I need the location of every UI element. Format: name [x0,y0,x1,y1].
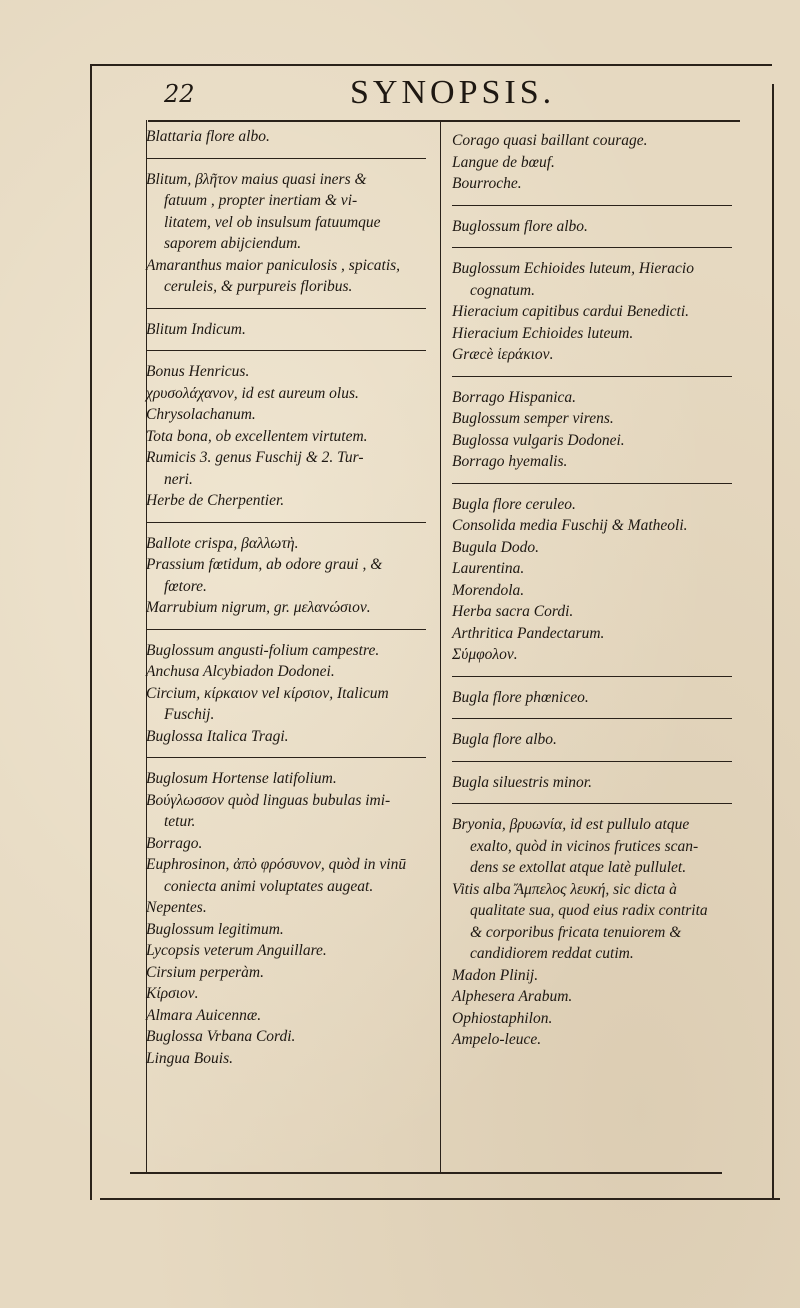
page-title: SYNOPSIS. [350,74,556,111]
entry-line: Buglossum semper virens. [452,410,614,427]
entry-line: Buglossum Echioides luteum, Hieracio [452,260,694,277]
entry-line: Almara Auicennæ. [146,1006,262,1024]
left-column [146,126,436,1069]
entry-line: Cirsium perperàm. [146,963,264,981]
entry-line: Circium, κίρκαιον vel κίρσιον, Italicum [146,684,389,702]
entry-line: Langue de bœuf. [452,153,555,171]
entry-block [452,729,742,751]
bottom-frame-rule [130,1172,722,1174]
entry-line: fatuum , propter inertiam & vi- [164,192,358,209]
entry-line: & corporibus fricata tenuiorem & [470,923,682,941]
entry-line: Buglossa Vrbana Cordi. [146,1028,296,1045]
entry-line: Blitum Indicum. [146,320,246,338]
entry-line: Bugla flore ceruleo. [452,495,576,513]
entry-line: Buglosum Hortense latifolium. [146,770,337,787]
entry-line: Bourroche. [452,175,522,192]
entry-separator [146,158,426,159]
entry-line: χρυσολάχανον, id est aureum olus. [146,384,359,402]
entry-line: Fuschij. [164,706,215,723]
entry-line: Βούγλωσσον quòd linguas bubulas imi- [146,791,391,809]
entry-separator [452,718,732,719]
entry-separator [146,757,426,758]
entry-block [146,169,436,298]
entry-separator [452,676,732,677]
entry-block [452,772,742,794]
entry-separator [146,350,426,351]
right-frame-rule [772,84,774,1200]
entry-line: Σύμφολον. [452,646,518,663]
entry-block [452,387,742,473]
entry-block [146,361,436,512]
entry-block [452,494,742,666]
entry-line: Amaranthus maior paniculosis , spicatis, [146,256,401,274]
entry-line: dens se extollat atque latè pullulet. [470,859,687,876]
entry-line: Buglossum legitimum. [146,920,284,938]
entry-line: Nepentes. [146,899,207,916]
entry-line: Ampelo-leuce. [452,1031,542,1048]
entry-separator [146,522,426,523]
entry-line: Ophiostaphilon. [452,1009,553,1027]
entry-line: Bugula Dodo. [452,538,539,556]
entry-line: Herba sacra Cordi. [452,603,574,620]
center-column-rule [440,122,441,1172]
entry-line: Anchusa Alcybiadon Dodonei. [146,663,335,680]
entry-line: Borrago. [146,834,203,852]
entry-line: Bugla flore phœniceo. [452,688,589,706]
left-frame-rule [90,64,92,1200]
entry-separator [452,803,732,804]
entry-line: Lingua Bouis. [146,1049,233,1067]
entry-block [452,130,742,195]
entry-line: Blattaria flore albo. [146,128,270,145]
entry-separator [452,205,732,206]
entry-line: Hieracium Echioides luteum. [452,324,634,342]
entry-line: Buglossa vulgaris Dodonei. [452,431,625,449]
bottom-outer-rule [100,1198,780,1200]
entry-line: Vitis alba Ἄμπελος λευκή, sic dicta à [452,880,677,898]
entry-separator [452,376,732,377]
entry-block [452,258,742,366]
entry-line: Laurentina. [452,560,525,577]
entry-line: Arthritica Pandectarum. [452,624,605,642]
entry-block [146,126,436,148]
entry-separator [146,629,426,630]
entry-line: cognatum. [470,281,536,299]
entry-line: Prassium fœtidum, ab odore graui , & [146,556,383,573]
entry-line: Alphesera Arabum. [452,988,573,1005]
entry-block [146,640,436,748]
entry-line: Buglossa Italica Tragi. [146,727,289,745]
entry-line: litatem, vel ob insulsum fatuumque [164,213,381,231]
entry-line: Bugla siluestris minor. [452,773,592,791]
entry-line: Ballote crispa, βαλλωτὴ. [146,534,299,552]
entry-line: Blitum, βλῆτον maius quasi iners & [146,170,367,188]
entry-line: Marrubium nigrum, gr. μελανώσιον. [146,599,371,616]
entry-line: Bonus Henricus. [146,363,250,380]
entry-line: Rumicis 3. genus Fuschij & 2. Tur- [146,449,364,466]
entry-block [452,216,742,238]
entry-line: Morendola. [452,581,525,599]
entry-line: tetur. [164,813,196,830]
entry-separator [452,761,732,762]
entry-line: Buglossum angusti-folium campestre. [146,641,380,659]
entry-line: Borrago Hispanica. [452,388,576,406]
entry-block [452,687,742,709]
entry-separator [452,247,732,248]
page-header [140,72,640,114]
right-column [452,130,742,1051]
entry-separator [146,308,426,309]
entry-block [146,768,436,1069]
header-rule [148,120,740,122]
entry-line: candidiorem reddat cutim. [470,945,634,962]
entry-line: Herbe de Cherpentier. [146,492,285,509]
entry-line: Corago quasi baillant courage. [452,132,648,149]
entry-line: neri. [164,470,193,488]
entry-line: qualitate sua, quod eius radix contrita [470,902,708,919]
entry-line: Hieracium capitibus cardui Benedicti. [452,303,690,320]
entry-block [146,319,436,341]
top-frame-rule [90,64,772,66]
page-number: 22 [164,80,195,108]
entry-line: Bryonia, βρυωνία, id est pullulo atque [452,816,690,833]
entry-block [146,533,436,619]
entry-line: Consolida media Fuschij & Matheoli. [452,517,688,534]
entry-line: Chrysolachanum. [146,406,256,423]
entry-line: Madon Plinij. [452,966,539,984]
entry-line: Buglossum flore albo. [452,217,588,235]
entry-line: coniecta animi voluptates augeat. [164,877,374,895]
entry-line: exalto, quòd in vicinos frutices scan- [470,837,699,855]
entry-line: Lycopsis veterum Anguillare. [146,942,327,959]
entry-line: Borrago hyemalis. [452,453,568,470]
entry-separator [452,483,732,484]
entry-line: Euphrosinon, ἀπὸ φρόσυνον, quòd in vinū [146,856,407,873]
entry-block [452,814,742,1051]
entry-line: saporem abijciendum. [164,235,302,252]
entry-line: Tota bona, ob excellentem virtutem. [146,427,368,445]
entry-line: ceruleis, & purpureis floribus. [164,278,353,295]
entry-line: fœtore. [164,577,207,595]
entry-line: Κίρσιον. [146,985,199,1002]
entry-line: Bugla flore albo. [452,731,557,748]
entry-line: Græcè ἱεράκιον. [452,346,554,363]
